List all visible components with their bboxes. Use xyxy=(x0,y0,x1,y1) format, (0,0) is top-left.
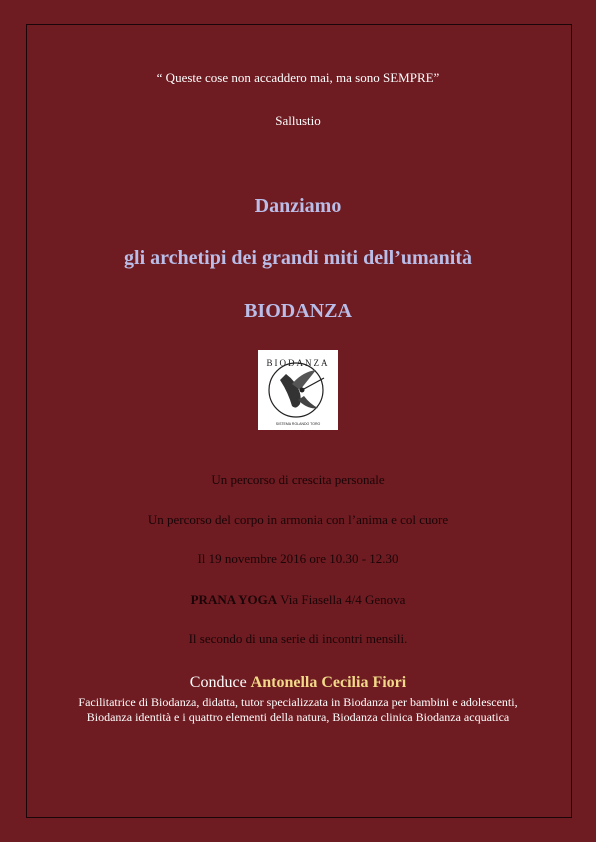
conduce-label: Conduce xyxy=(189,674,251,691)
event-date: Il 19 novembre 2016 ore 10.30 - 12.30 xyxy=(197,551,399,566)
quote: “ Queste cose non accaddero mai, ma sono SEMPRE” xyxy=(156,70,440,85)
percorso-corpo: Un percorso del corpo in armonia con l’anima e col cuore xyxy=(147,512,449,527)
quote-author: Sallustio xyxy=(275,113,321,128)
logo-caption: SISTEMA ROLANDO TORO xyxy=(275,422,321,426)
biodanza-logo xyxy=(258,350,338,430)
facilitator-bio: Facilitatrice di Biodanza, didatta, tutor specializzata in Biodanza per bambini e adolescenti, Biodanza identità e i quattro elementi della natura, Biodanza clinica Biodanza acquatica xyxy=(78,695,518,724)
event-venue xyxy=(0,592,596,608)
headline-line-2: gli archetipi dei grandi miti dell’umanità xyxy=(124,247,472,269)
headline-line-1: Danziamo xyxy=(254,195,342,217)
percorso-crescita: Un percorso di crescita personale xyxy=(211,472,385,487)
venue-name: PRANA YOGA xyxy=(190,592,278,607)
facilitator-name: Antonella Cecilia Fiori xyxy=(250,674,407,691)
logo-text: BIODANZA xyxy=(266,358,330,368)
bird-icon xyxy=(258,350,338,430)
venue-address: Via Fiasella 4/4 Genova xyxy=(277,592,406,607)
headline-line-3: BIODANZA xyxy=(244,300,352,322)
conduce-line xyxy=(0,674,596,692)
series-note: Il secondo di una serie di incontri mensili. xyxy=(188,631,408,646)
